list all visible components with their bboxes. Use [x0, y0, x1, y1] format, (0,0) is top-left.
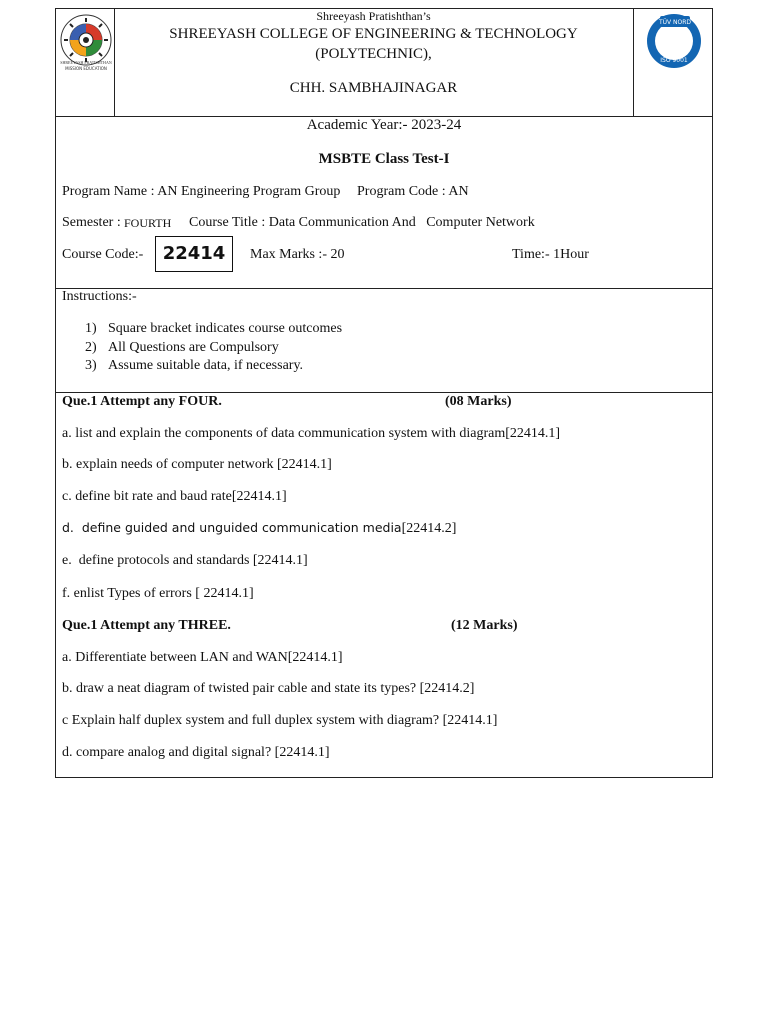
q1-item-d	[62, 520, 456, 537]
q1-item-b: b. explain needs of computer network [22414.1]	[62, 457, 332, 472]
college-name-line2: (POLYTECHNIC),	[315, 46, 432, 62]
max-marks: Max Marks :- 20	[250, 247, 345, 262]
semester-value: FOURTH	[124, 216, 172, 230]
q1-item-d-co: [22414.2]	[401, 521, 457, 536]
q1-marks: (08 Marks)	[445, 394, 512, 409]
iso-certification-logo	[646, 10, 702, 72]
q2-item-d: d. compare analog and digital signal? [22414.1]	[62, 745, 330, 760]
q1-title: Que.1 Attempt any FOUR.	[62, 394, 222, 409]
q2-item-b: b. draw a neat diagram of twisted pair cable and state its types? [22414.2]	[62, 681, 475, 696]
q1-item-c: c. define bit rate and baud rate[22414.1]	[62, 489, 287, 504]
college-city: CHH. SAMBHAJINAGAR	[289, 80, 458, 96]
course-code-value: 22414	[162, 243, 226, 264]
course-title: Course Title : Data Communication And Computer Network	[189, 215, 535, 230]
instruction-num: 1)	[85, 321, 97, 336]
academic-year: Academic Year:- 2023-24	[306, 117, 462, 133]
instructions-bottom-line	[55, 392, 713, 393]
course-code-label: Course Code:-	[62, 247, 144, 262]
q1-item-e: e. define protocols and standards [22414.1]	[62, 553, 308, 568]
q1-item-a: a. list and explain the components of data communication system with diagram[22414.1]	[62, 426, 561, 441]
q2-item-a: a. Differentiate between LAN and WAN[22414.1]	[62, 650, 343, 665]
q2-item-c: c Explain half duplex system and full duplex system with diagram? [22414.1]	[62, 713, 498, 728]
instructions-heading: Instructions:-	[62, 289, 137, 304]
test-title: MSBTE Class Test-I	[318, 151, 450, 167]
college-name-line1: SHREEYASH COLLEGE OF ENGINEERING & TECHNOLOGY	[169, 26, 578, 42]
logo-right-iso: ISO 9001	[660, 57, 688, 64]
program-name: Program Name : AN Engineering Program Group	[62, 184, 341, 199]
instruction-num: 2)	[85, 340, 97, 355]
instruction-text: Assume suitable data, if necessary.	[108, 358, 304, 373]
instruction-text: All Questions are Compulsory	[108, 340, 279, 355]
q1-item-f: f. enlist Types of errors [ 22414.1]	[62, 586, 254, 601]
logo-right-text: TÜV NORD	[658, 19, 692, 26]
college-logo	[58, 14, 114, 74]
q1-item-d-text: d. define guided and unguided communication media	[62, 520, 402, 535]
semester-label: Semester :	[62, 215, 121, 230]
logo-left-text: SHREEYASH PRATISHTHAN	[60, 60, 112, 65]
details-bottom-line	[55, 288, 713, 289]
header-divider-right	[633, 8, 634, 116]
q2-marks: (12 Marks)	[451, 618, 518, 633]
program-code: Program Code : AN	[357, 184, 469, 199]
exam-time: Time:- 1Hour	[512, 247, 589, 262]
logo-tagline: MISSION EDUCATION	[65, 66, 107, 71]
q2-title: Que.1 Attempt any THREE.	[62, 618, 231, 633]
instruction-text: Square bracket indicates course outcomes	[108, 321, 343, 336]
instruction-num: 3)	[85, 358, 97, 373]
trust-name: Shreeyash Pratishthan’s	[316, 9, 431, 23]
